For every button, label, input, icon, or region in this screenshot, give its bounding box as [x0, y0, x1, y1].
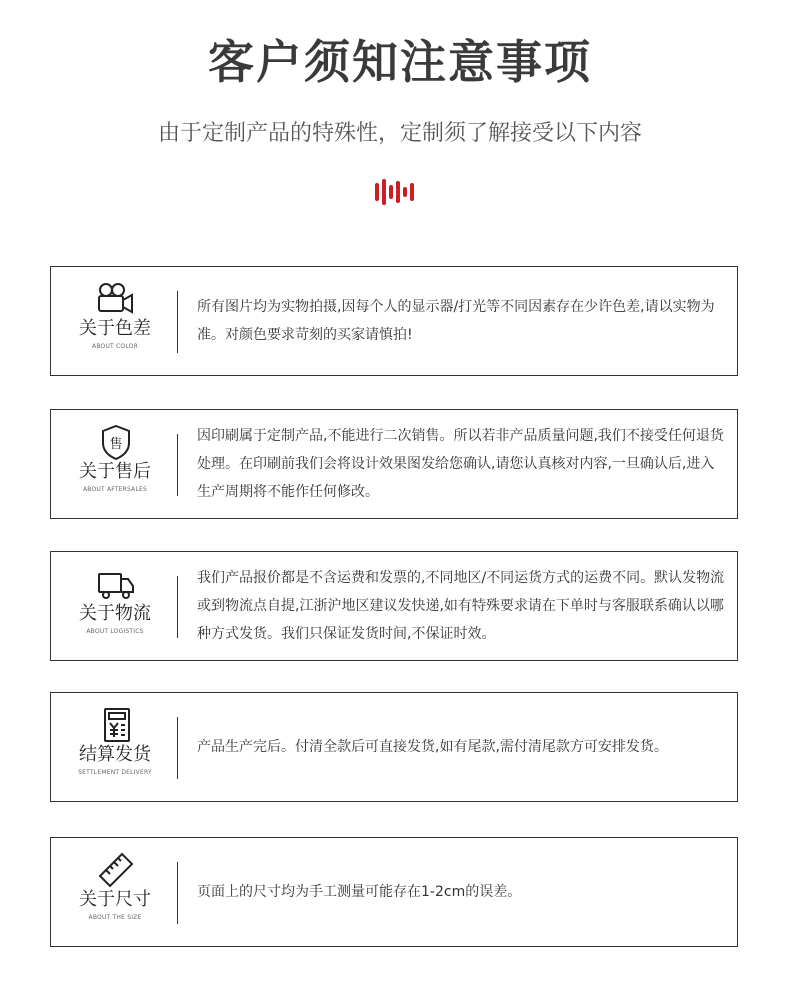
- card-label-area: [51, 267, 177, 375]
- shield-sale-icon: [96, 424, 136, 460]
- card-sublabel: ABOUT THE SIZE: [88, 914, 142, 921]
- card-divider: [177, 576, 178, 638]
- card-text-content: 产品生产完后。付清全款后可直接发货,如有尾款,需付清尾款方可安排发货。: [197, 739, 668, 755]
- card-text: [197, 552, 725, 660]
- video-camera-icon: [96, 281, 136, 317]
- card-label-area: [51, 410, 177, 518]
- ruler-icon: [96, 852, 136, 888]
- card-divider: [177, 434, 178, 496]
- card-text-content: 因印刷属于定制产品,不能进行二次销售。所以若非产品质量问题,我们不接受任何退货处理。在印刷前我们会将设计效果图发给您确认,请您认真核对内容,一旦确认后,进入生产周期将不能作任何修改。: [197, 428, 724, 500]
- svg-text:售: 售: [109, 437, 123, 452]
- notice-card-aftersales: [50, 409, 738, 519]
- card-label: 结算发货: [79, 744, 151, 765]
- notice-card-logistics: [50, 551, 738, 661]
- notice-card-settlement: [50, 692, 738, 802]
- card-text: [197, 838, 725, 946]
- notice-card-color: [50, 266, 738, 376]
- card-text: [197, 410, 725, 518]
- card-label-area: [51, 838, 177, 946]
- card-label: 关于尺寸: [79, 889, 151, 910]
- card-label: 关于售后: [79, 461, 151, 482]
- page-subtitle: 由于定制产品的特殊性，定制须了解接受以下内容: [157, 121, 642, 146]
- sound-wave-decoration-icon: [372, 178, 420, 206]
- card-text-content: 所有图片均为实物拍摄,因每个人的显示器/打光等不同因素存在少许色差,请以实物为准。对颜色要求苛刻的买家请慎拍!: [197, 299, 715, 343]
- card-sublabel: ABOUT COLOR: [92, 343, 138, 350]
- card-divider: [177, 862, 178, 924]
- yen-calculator-icon: [96, 707, 136, 743]
- card-text-content: 页面上的尺寸均为手工测量可能存在1-2cm的误差。: [197, 884, 522, 900]
- card-divider: [177, 717, 178, 779]
- card-text: [197, 693, 725, 801]
- card-divider: [177, 291, 178, 353]
- card-sublabel: ABOUT AFTERSALES: [82, 486, 148, 493]
- notice-card-size: [50, 837, 738, 947]
- card-text: [197, 267, 725, 375]
- card-sublabel: SETTLEMENT DELIVERY: [78, 769, 152, 776]
- page-title: 客户须知注意事项: [208, 35, 592, 89]
- card-label: 关于色差: [79, 318, 151, 339]
- card-label-area: [51, 693, 177, 801]
- card-label: 关于物流: [79, 603, 151, 624]
- card-label-area: [51, 552, 177, 660]
- card-text-content: 我们产品报价都是不含运费和发票的,不同地区/不同运货方式的运费不同。默认发物流或到物流点自提,江浙沪地区建议发快递,如有特殊要求请在下单时与客服联系确认以哪种方式发货。我们只保证发货时间,不保证时效。: [197, 570, 725, 642]
- delivery-truck-icon: [96, 566, 136, 602]
- card-sublabel: ABOUT LOGISTICS: [86, 628, 144, 635]
